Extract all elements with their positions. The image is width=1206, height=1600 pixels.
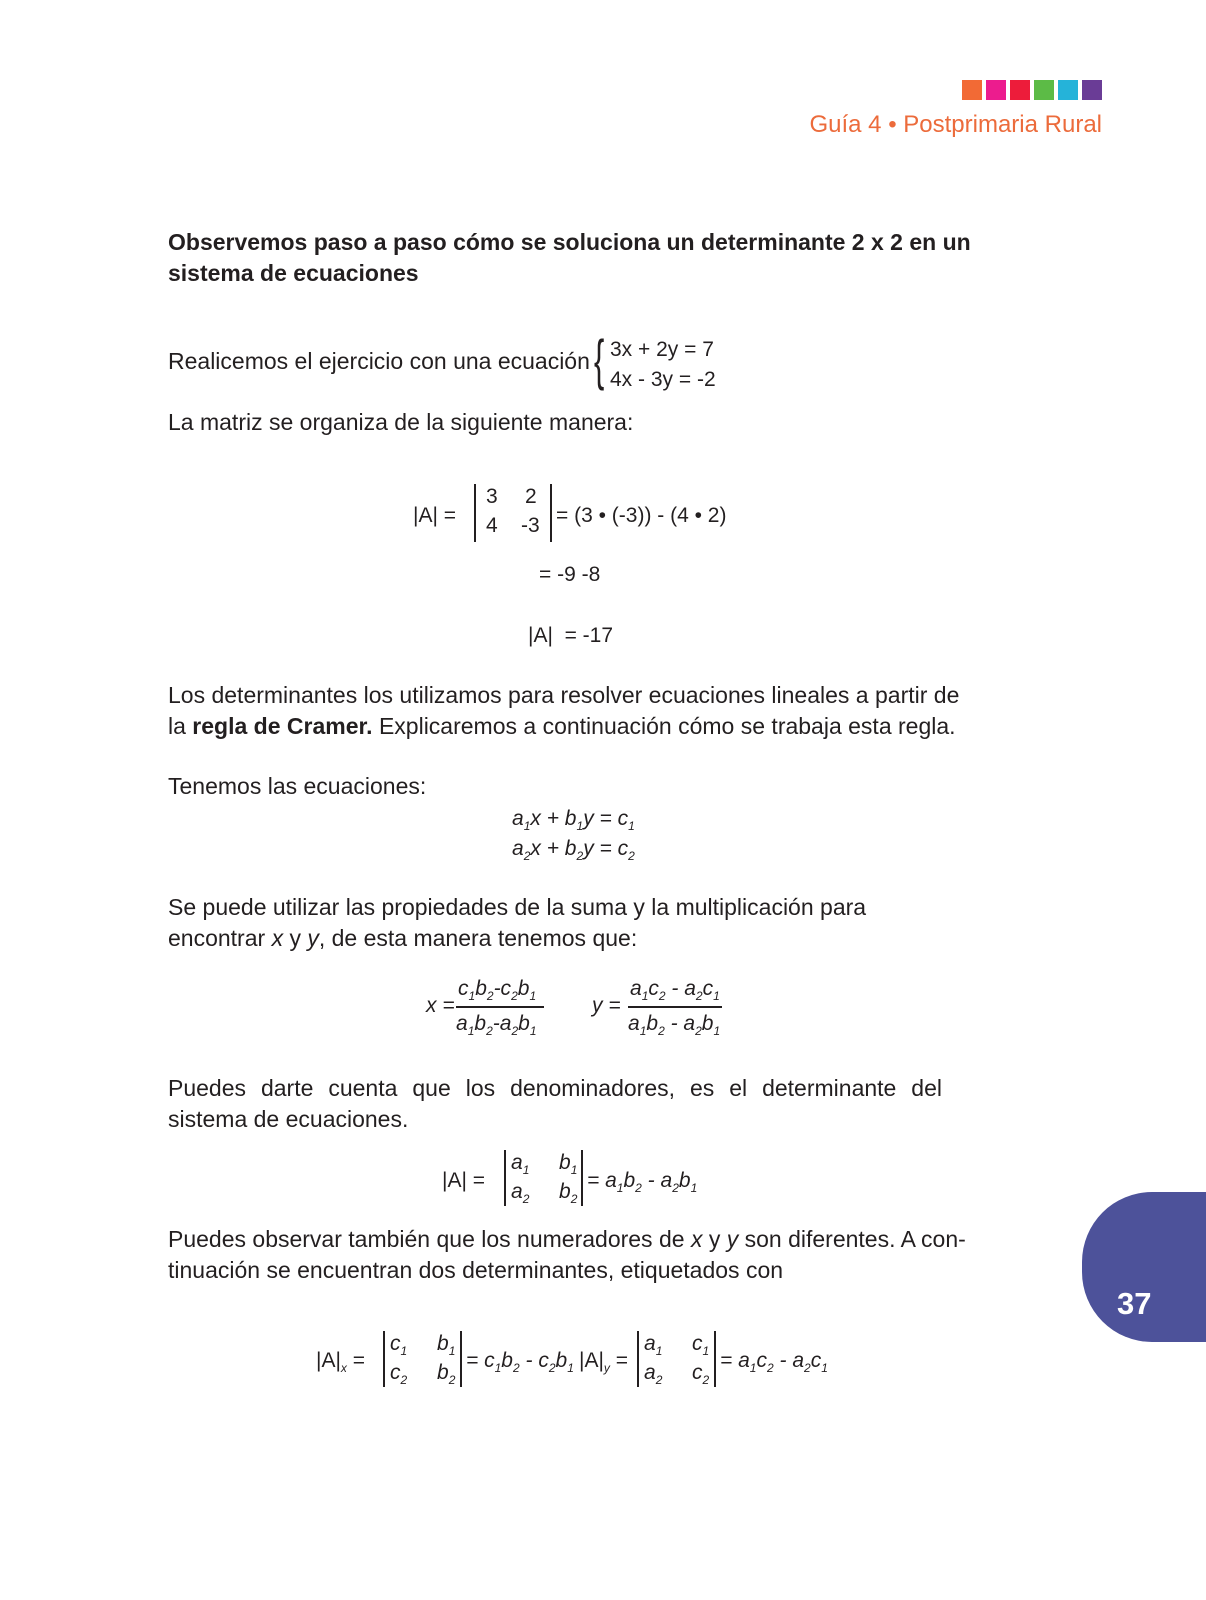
page-number: 37 xyxy=(1117,1286,1152,1321)
color-square-cyan xyxy=(1058,80,1078,100)
cramer-rule-term: regla de Cramer. xyxy=(192,713,373,739)
system-brace: { xyxy=(594,328,605,391)
numerators-line-2: tinuación se encuentran dos determinantes, etiquetados con xyxy=(168,1257,784,1283)
ax-c2: $c_2$ xyxy=(390,1361,408,1387)
matrix-intro: La matriz se organiza de la siguiente manera: xyxy=(168,409,634,435)
general-det-a2: $a_2$ xyxy=(511,1180,530,1206)
ay-right-bar xyxy=(714,1331,716,1387)
det-expression: = (3 • (-3)) - (4 • 2) xyxy=(556,504,727,527)
ay-a1: $a_1$ xyxy=(644,1332,663,1358)
det-step-2: = -9 -8 xyxy=(539,563,601,586)
general-det-right-bar xyxy=(581,1150,583,1206)
denominators-line-2: sistema de ecuaciones. xyxy=(168,1106,409,1132)
ax-left-bar xyxy=(383,1331,385,1387)
heading-line-1: Observemos paso a paso cómo se soluciona un determinante 2 x 2 en un xyxy=(168,229,971,255)
intro-text: Realicemos el ejercicio con una ecuación xyxy=(168,348,590,374)
ax-b1: $b_1$ xyxy=(437,1332,456,1358)
numerators-paragraph xyxy=(168,1224,966,1286)
color-square-orange xyxy=(962,80,982,100)
y-numerator: $a_1c_2 - a_2c_1$ xyxy=(630,977,720,1003)
y-fraction-bar xyxy=(628,1006,722,1008)
properties-line-2: encontrar x y y, de esta manera tenemos que: xyxy=(168,925,638,951)
cramer-line-1: Los determinantes los utilizamos para resolver ecuaciones lineales a partir de xyxy=(168,682,960,708)
y-lhs: y = xyxy=(592,994,621,1017)
properties-line-1: Se puede utilizar las propiedades de la suma y la multiplicación para xyxy=(168,894,867,920)
ax-label: $|A|_x$ = xyxy=(316,1349,366,1375)
heading-line-2: sistema de ecuaciones xyxy=(168,260,419,286)
general-det-expansion: = $a_1b_2 - a_2b_1$ xyxy=(587,1169,698,1195)
cramer-line-2: la regla de Cramer. Explicaremos a continuación cómo se trabaja esta regla. xyxy=(168,713,956,739)
system-eq-1: 3x + 2y = 7 xyxy=(610,338,714,361)
color-square-red xyxy=(1010,80,1030,100)
x-numerator: $c_1b_2-c_2b_1$ xyxy=(458,977,537,1003)
cramer-paragraph xyxy=(168,680,959,742)
ax-b2: $b_2$ xyxy=(437,1361,456,1387)
properties-paragraph xyxy=(168,892,866,954)
color-square-purple xyxy=(1082,80,1102,100)
denominators-line-1: Puedes darte cuenta que los denominadores, es el determinante del xyxy=(168,1075,942,1101)
general-det-a1: $a_1$ xyxy=(511,1151,530,1177)
det-m21: 4 xyxy=(486,514,498,537)
ay-a2: $a_2$ xyxy=(644,1361,663,1387)
det-label: |A| = xyxy=(413,504,457,527)
general-det-b1: $b_1$ xyxy=(559,1151,578,1177)
x-lhs: x = xyxy=(426,994,455,1017)
det-right-bar xyxy=(550,484,552,542)
ax-c1: $c_1$ xyxy=(390,1332,408,1358)
ay-c2: $c_2$ xyxy=(692,1361,710,1387)
det-m22: -3 xyxy=(521,514,540,537)
denominators-paragraph xyxy=(168,1073,942,1135)
ay-expansion: = $a_1c_2 - a_2c_1$ xyxy=(720,1349,828,1375)
ay-label: $|A|_y$ = xyxy=(579,1349,629,1375)
general-det-label: |A| = xyxy=(442,1169,486,1192)
general-det-b2: $b_2$ xyxy=(559,1180,578,1206)
ax-right-bar xyxy=(460,1331,462,1387)
y-denominator: $a_1b_2 - a_2b_1$ xyxy=(628,1012,721,1038)
equations-intro: Tenemos las ecuaciones: xyxy=(168,773,427,799)
numerators-line-1: Puedes observar también que los numeradores de x y y son diferentes. A con- xyxy=(168,1226,966,1252)
det-result: |A| = -17 xyxy=(528,624,614,647)
system-eq-2: 4x - 3y = -2 xyxy=(610,368,716,391)
det-left-bar xyxy=(474,484,476,542)
ay-left-bar xyxy=(637,1331,639,1387)
ax-expansion: = $c_1b_2 - c_2b_1$ xyxy=(466,1349,574,1375)
color-square-magenta xyxy=(986,80,1006,100)
ay-c1: $c_1$ xyxy=(692,1332,710,1358)
general-eq-2: $a_2x + b_2y = c_2$ xyxy=(512,837,635,863)
color-square-green xyxy=(1034,80,1054,100)
general-det-left-bar xyxy=(504,1150,506,1206)
section-heading xyxy=(168,227,971,289)
det-m11: 3 xyxy=(486,485,498,508)
x-denominator: $a_1b_2-a_2b_1$ xyxy=(456,1012,537,1038)
x-fraction-bar xyxy=(456,1006,544,1008)
running-header: Guía 4 • Postprimaria Rural xyxy=(809,111,1102,138)
det-m12: 2 xyxy=(525,485,537,508)
general-eq-1: $a_1x + b_1y = c_1$ xyxy=(512,807,635,833)
